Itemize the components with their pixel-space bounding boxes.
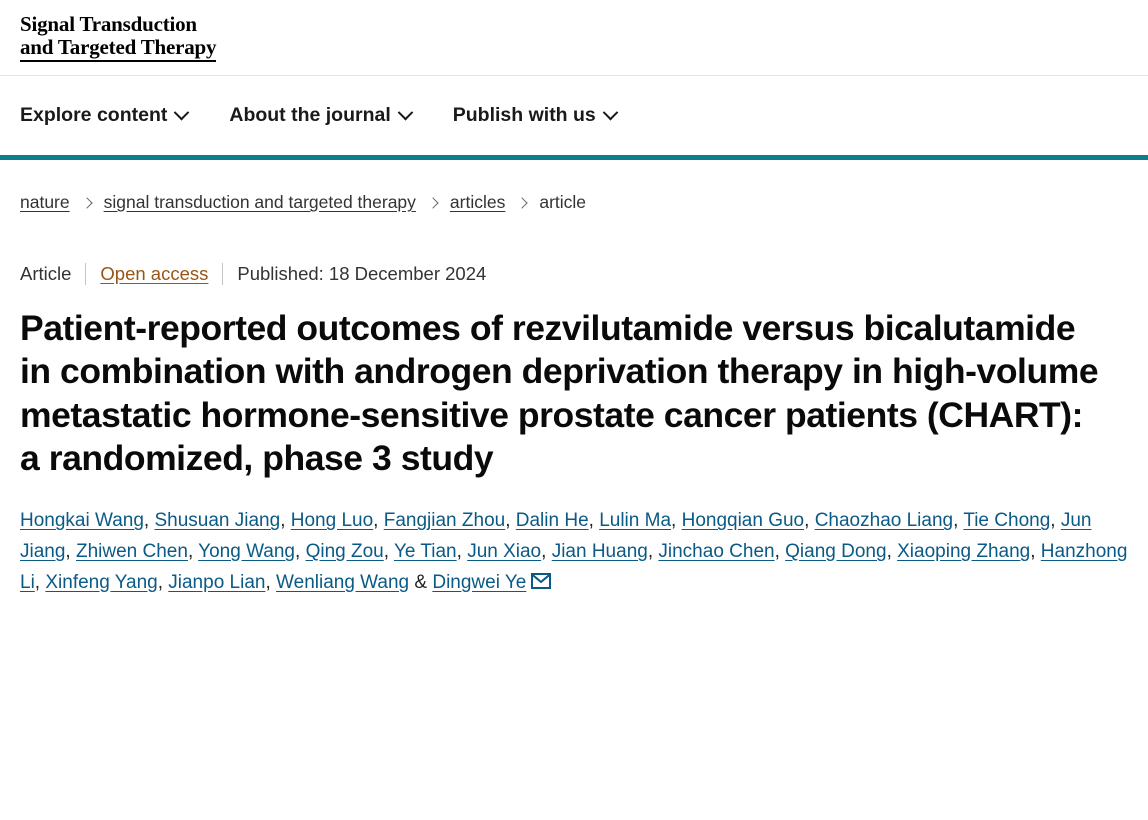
author-link[interactable]: Hanzhong Li [20, 540, 1128, 593]
author-link[interactable]: Jun Xiao [467, 540, 542, 562]
author-link[interactable]: Jinchao Chen [658, 540, 775, 562]
main-navigation [0, 76, 1148, 160]
author-link[interactable]: Yong Wang [198, 540, 295, 562]
chevron-down-icon [603, 105, 619, 121]
author-link[interactable]: Xiaoping Zhang [897, 540, 1031, 562]
journal-logo[interactable] [20, 13, 216, 62]
author-link[interactable]: Jun Jiang [20, 510, 1092, 562]
chevron-right-icon [81, 197, 92, 208]
site-masthead [0, 0, 1148, 76]
page-title: Patient-reported outcomes of rezvilutamide versus bicalutamide in combination with androgen deprivation therapy in high-volume metastatic hormone-sensitive prostate cancer patients (CHART): a randomized, phase 3 study [20, 308, 1099, 478]
chevron-down-icon [397, 105, 413, 121]
author-link[interactable]: Hong Luo [290, 510, 374, 532]
authors-ampersand: & [414, 571, 428, 593]
author-link[interactable]: Zhiwen Chen [75, 540, 188, 562]
nav-item-publish-with-us[interactable] [453, 104, 616, 127]
published-date: Published: 18 December 2024 [237, 263, 487, 284]
author-link[interactable]: Hongkai Wang [20, 510, 144, 532]
chevron-right-icon [517, 197, 528, 208]
breadcrumb [20, 192, 1128, 213]
author-link[interactable]: Qing Zou [305, 540, 384, 562]
author-link[interactable]: Shusuan Jiang [154, 510, 281, 532]
envelope-icon[interactable] [531, 569, 551, 600]
journal-logo-line2: and Targeted Therapy [20, 34, 217, 59]
author-link[interactable]: Dalin He [515, 510, 589, 532]
author-link[interactable]: Fangjian Zhou [383, 510, 506, 532]
author-link[interactable]: Lulin Ma [599, 510, 672, 532]
nav-item-label: About the journal [229, 104, 391, 126]
nav-item-label: Publish with us [452, 104, 596, 126]
breadcrumb-item-articles[interactable]: articles [449, 192, 506, 212]
author-link[interactable]: Qiang Dong [785, 540, 887, 562]
breadcrumb-item-journal[interactable]: signal transduction and targeted therapy [103, 192, 416, 212]
author-link[interactable]: Xinfeng Yang [45, 571, 158, 593]
open-access-link[interactable]: Open access [100, 263, 209, 284]
article-page [0, 192, 1148, 599]
chevron-right-icon [427, 197, 438, 208]
journal-logo-line1: Signal Transduction [20, 11, 197, 36]
author-link[interactable]: Wenliang Wang [276, 571, 410, 593]
corresponding-author-link[interactable]: Dingwei Ye [432, 571, 527, 593]
chevron-down-icon [174, 105, 190, 121]
article-meta [20, 263, 1128, 285]
author-link[interactable]: Jian Huang [551, 540, 648, 562]
author-link[interactable]: Chaozhao Liang [814, 510, 954, 532]
breadcrumb-item-nature[interactable]: nature [20, 192, 70, 212]
breadcrumb-item-current: article [539, 192, 587, 212]
article-type: Article [20, 263, 72, 284]
author-link[interactable]: Jianpo Lian [168, 571, 266, 593]
nav-item-label: Explore content [20, 104, 168, 126]
author-link[interactable]: Tie Chong [963, 510, 1051, 532]
author-link[interactable]: Hongqian Guo [681, 510, 805, 532]
nav-item-about-the-journal[interactable] [229, 104, 410, 127]
author-link[interactable]: Ye Tian [393, 540, 457, 562]
meta-divider [222, 263, 223, 285]
nav-item-explore-content[interactable] [20, 104, 187, 127]
author-list: Hongkai Wang, Shusuan Jiang, Hong Luo, Fangjian Zhou, Dalin He, Lulin Ma, Hongqian Guo, Chaozhao Liang, Tie Chong, Jun Jiang, Zhiwen Chen, Yong Wang, Qing Zou, Ye Tian, Jun Xiao, Jian Huang, Jinchao Chen, Qiang Dong, Xiaoping Zhang, Hanzhong Li, Xinfeng Yang, Jianpo Lian, Wenliang Wang & Dingwei Ye [20, 506, 1128, 599]
meta-divider [85, 263, 86, 285]
